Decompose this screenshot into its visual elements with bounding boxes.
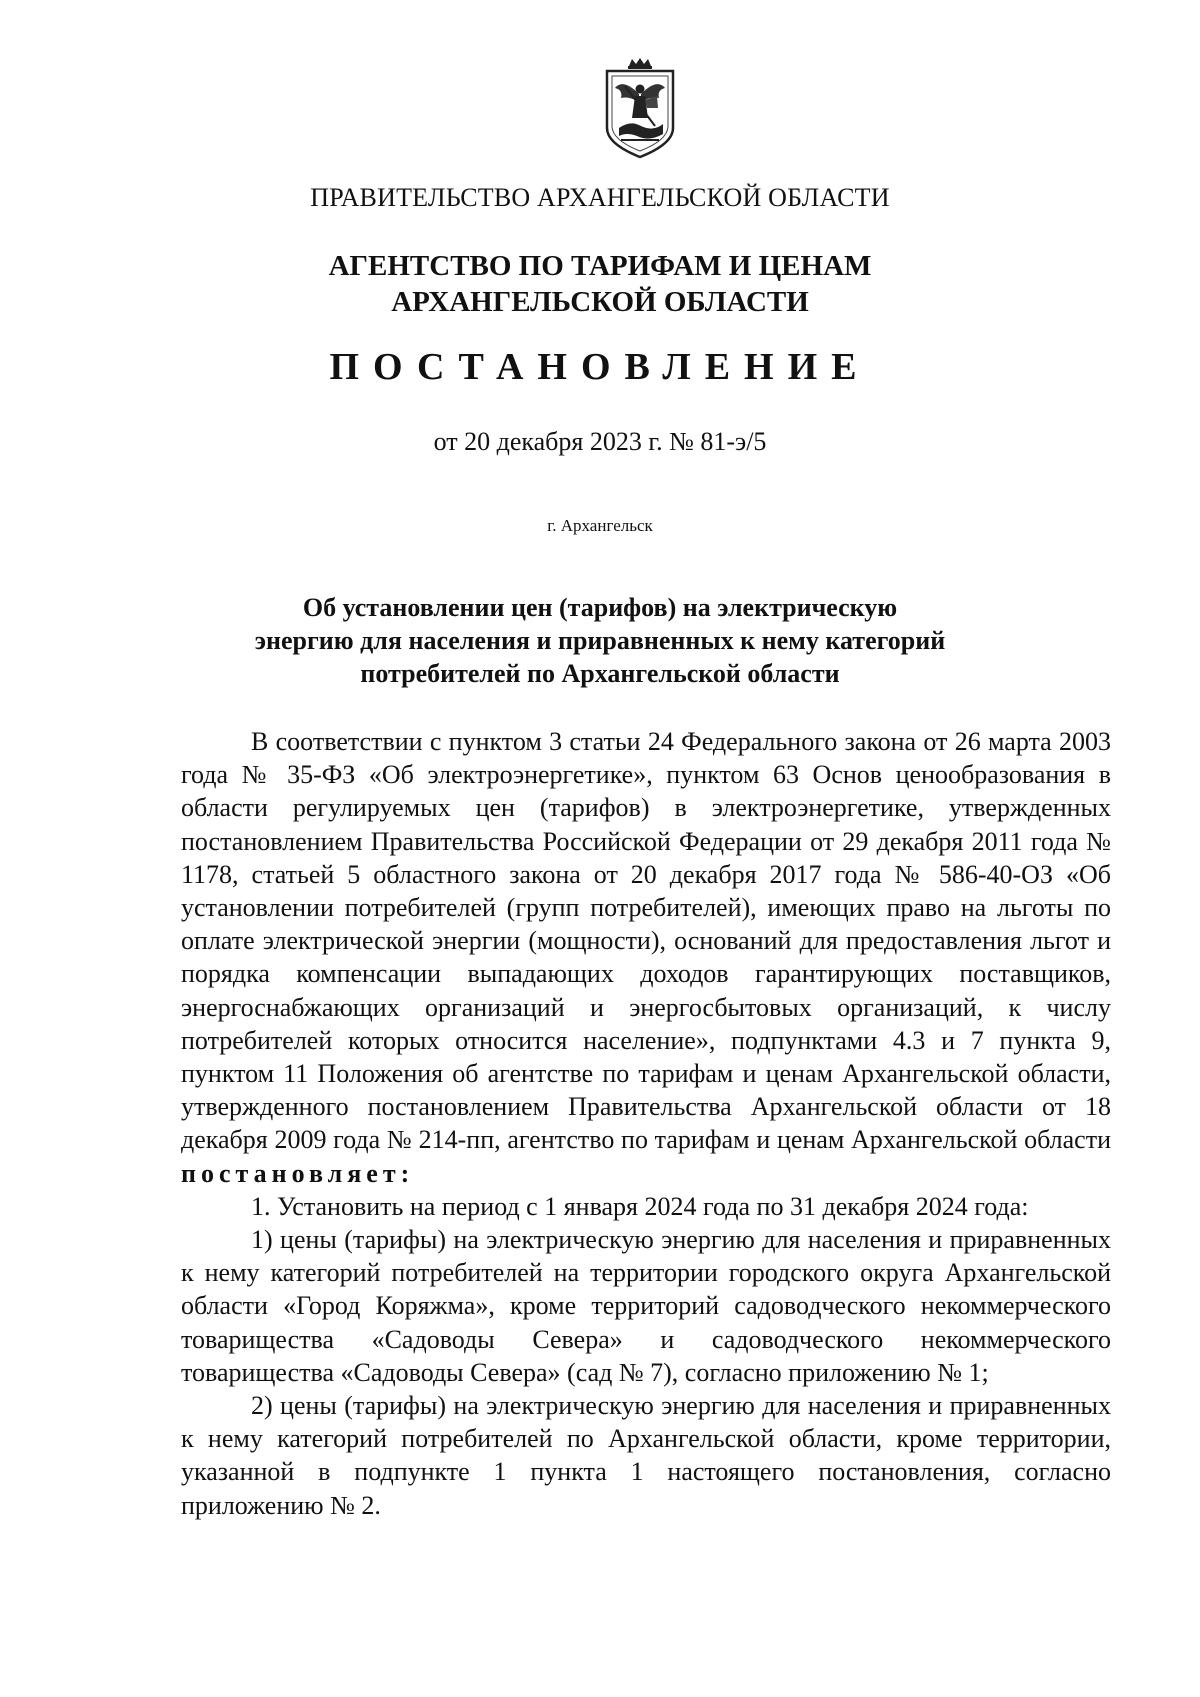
agency-name	[0, 248, 1200, 320]
agency-name-line-2: АРХАНГЕЛЬСКОЙ ОБЛАСТИ	[391, 286, 809, 318]
document-subject	[0, 591, 1200, 690]
item-1-2: 2) цены (тарифы) на электрическую энергию для населения и приравненных к нему категорий потребителей по Архангельской области, кроме территории, указанной в подпункте 1 пункта 1 настоящего постановления, согласно приложению № 2.	[181, 1391, 1111, 1520]
subject-line-2: энергию для населения и приравненных к нему категорий	[254, 626, 946, 655]
government-name: ПРАВИТЕЛЬСТВО АРХАНГЕЛЬСКОЙ ОБЛАСТИ	[310, 183, 890, 212]
document-date-number: от 20 декабря 2023 г. № 81-э/5	[433, 427, 767, 456]
decree-colon: :	[400, 1158, 410, 1188]
preamble-paragraph	[181, 725, 1111, 1190]
document-body	[181, 725, 1111, 1522]
document-type-title: ПОСТАНОВЛЕНИЕ	[329, 346, 871, 388]
preamble-text: В соответствии с пунктом 3 статьи 24 Федерального закона от 26 марта 2003 года № 35-ФЗ «Об электроэнергетике», пунктом 63 Основ ценообразования в области регулируемых цен (тарифов) в электроэнергетике, утвержденных постановлением Правительства Российской Федерации от 29 декабря 2011 года № 1178, статьей 5 областного закона от 20 декабря 2017 года № 586-40-ОЗ «Об установлении потребителей (групп потребителей), имеющих право на льготы по оплате электрической энергии (мощности), оснований для предоставления льгот и порядка компенсации выпадающих доходов гарантирующих поставщиков, энергоснабжающих организаций и энергосбытовых организаций, к числу потребителей которых относится население», подпунктами 4.3 и 7 пункта 9, пунктом 11 Положения об агентстве по тарифам и ценам Архангельской области, утвержденного постановлением Правительства Архангельской области от 18 декабря 2009 года № 214-пп, агентство по тарифам и ценам Архангельской области	[181, 727, 1111, 1155]
subject-line-3: потребителей по Архангельской области	[360, 659, 840, 688]
agency-name-line-1: АГЕНТСТВО ПО ТАРИФАМ И ЦЕНАМ	[328, 250, 872, 282]
subject-line-1: Об установлении цен (тарифов) на электрическую	[302, 593, 898, 622]
item-1: 1. Установить на период с 1 января 2024 года по 31 декабря 2024 года:	[251, 1191, 1029, 1221]
coat-of-arms-emblem-icon	[601, 56, 679, 160]
item-1-1: 1) цены (тарифы) на электрическую энергию для населения и приравненных к нему категорий потребителей на территории городского округа Архангельской области «Город Коряжма», кроме территорий садоводческого некоммерческого товарищества «Садоводы Севера» и садоводческого некоммерческого товарищества «Садоводы Севера» (сад № 7), согласно приложению № 1;	[181, 1225, 1111, 1387]
decree-word: постановляет	[181, 1158, 401, 1188]
document-city: г. Архангельск	[547, 516, 653, 535]
